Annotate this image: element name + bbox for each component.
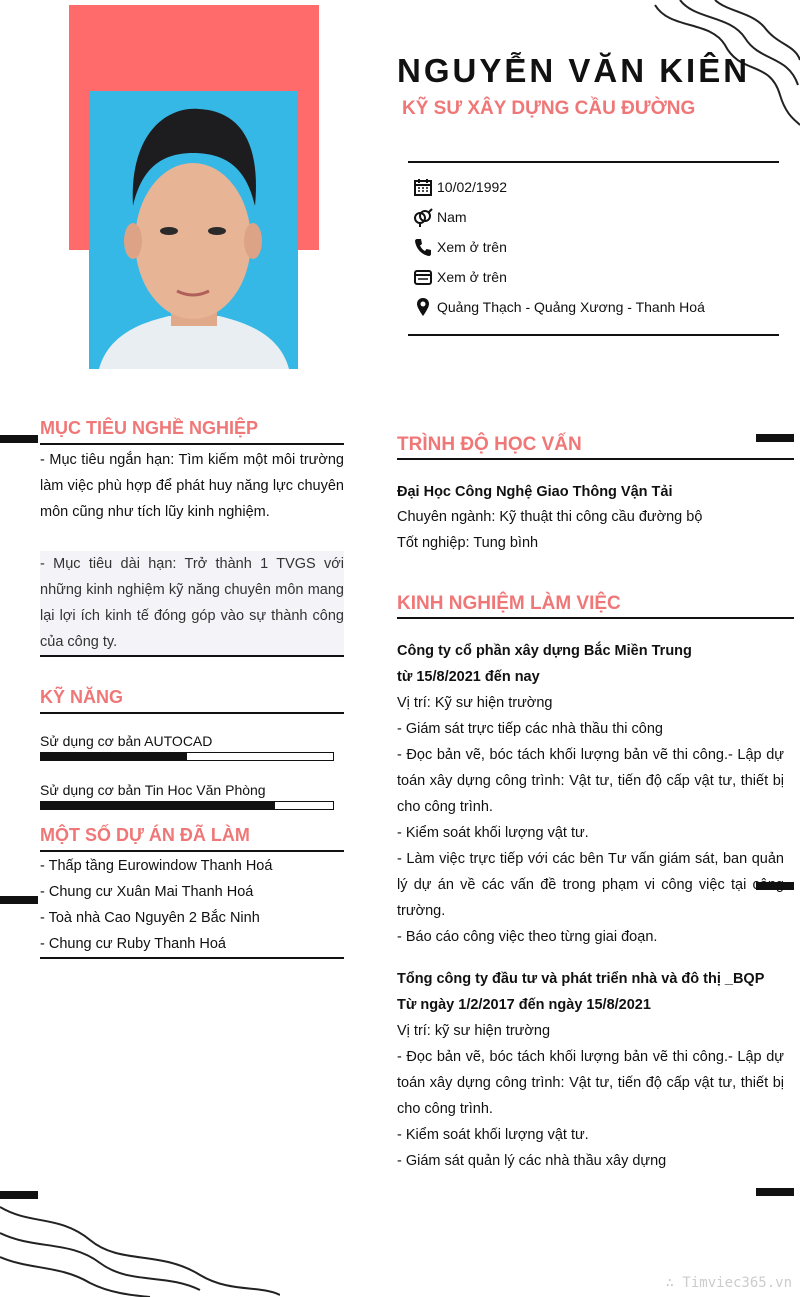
objective-divider [40,443,344,445]
education-divider [397,458,794,460]
objective-long-term: - Mục tiêu dài hạn: Trở thành 1 TVGS với những kinh nghiệm kỹ năng chuyên môn mang lại lợi ích kinh tế đóng góp vào sự thành công của công ty. [40,551,344,655]
job-period: Từ ngày 1/2/2017 đến ngày 15/8/2021 [397,997,651,1013]
skill-bar [40,801,334,810]
decor-dash [0,896,38,904]
job-duty: - Đọc bản vẽ, bóc tách khối lượng bản vẽ thi công.- Lập dự toán xây dựng công trình: Vật tư, tiến độ cấp vật tư, thiết bị cho công trình. [397,747,784,815]
education-school: Đại Học Công Nghệ Giao Thông Vận Tải [397,484,673,500]
job-duty: - Kiểm soát khối lượng vật tư. [397,1127,589,1143]
job-duty: - Giám sát quản lý các nhà thầu xây dựng [397,1153,667,1169]
gender-text: Nam [437,209,467,225]
objective-title: MỤC TIÊU NGHỀ NGHIỆP [40,418,259,438]
info-top-divider [408,161,779,163]
email-icon [413,267,433,287]
birthday-text: 10/02/1992 [437,179,508,195]
candidate-name: NGUYỄN VĂN KIÊN [397,52,751,89]
objective-short-term: - Mục tiêu ngắn hạn: Tìm kiếm một môi trường làm việc phù hợp để phát huy năng lực chuyên môn cũng như tích lũy kinh nghiệm. [40,452,344,520]
project-item: - Chung cư Ruby Thanh Hoá [40,936,226,952]
job-duty: - Làm việc trực tiếp với các bên Tư vấn giám sát, ban quản lý dự án về các vấn đề trong phạm vi công việc tại công trường. [397,851,784,919]
projects-divider [40,850,344,852]
phone-text: Xem ở trên [437,239,507,255]
skill-bar-fill [41,802,275,809]
skill-label: Sử dụng cơ bản AUTOCAD [40,733,213,749]
skill-bar [40,752,334,761]
project-item: - Toà nhà Cao Nguyên 2 Bắc Ninh [40,910,260,926]
info-bottom-divider [408,334,779,336]
job-duty: - Giám sát trực tiếp các nhà thầu thi công [397,721,663,737]
job-entry [397,966,784,1174]
decor-dash [0,1191,38,1199]
job-duty: - Đọc bản vẽ, bóc tách khối lượng bản vẽ thi công.- Lập dự toán xây dựng công trình: Vật tư, tiến độ cấp vật tư, thiết bị cho công trình. [397,1049,784,1117]
info-birthday [413,176,507,198]
job-position: Vị trí: kỹ sư hiện trường [397,1023,551,1039]
decor-dash [756,1188,794,1196]
projects-bottom-divider [40,957,344,959]
decor-wave-bottom-left [0,1195,280,1297]
location-pin-icon [413,297,433,317]
email-text: Xem ở trên [437,269,507,285]
info-gender [413,206,467,228]
skill-label: Sử dụng cơ bản Tin Hoc Văn Phòng [40,782,266,798]
address-text: Quảng Thạch - Quảng Xương - Thanh Hoá [437,299,705,315]
skill-bar-fill [41,753,187,760]
phone-icon [413,237,433,257]
project-item: - Thấp tầng Eurowindow Thanh Hoá [40,858,273,874]
objective-bottom-divider [40,655,344,657]
education-grade: Tốt nghiệp: Tung bình [397,535,539,551]
job-duty: - Báo cáo công việc theo từng giai đoạn. [397,929,658,945]
info-email [413,266,507,288]
projects-title: MỘT SỐ DỰ ÁN ĐÃ LÀM [40,825,250,845]
experience-divider [397,617,794,619]
decor-dash [0,435,38,443]
job-duty: - Kiểm soát khối lượng vật tư. [397,825,589,841]
skills-title: KỸ NĂNG [40,687,124,707]
calendar-icon [413,177,433,197]
gender-icon [413,207,433,227]
job-period: từ 15/8/2021 đến nay [397,669,540,685]
watermark: ∴ Timviec365.vn [665,1275,792,1291]
job-entry [397,638,784,950]
profile-photo [89,91,298,369]
decor-dash [756,434,794,442]
skills-divider [40,712,344,714]
candidate-role: KỸ SƯ XÂY DỰNG CẦU ĐƯỜNG [402,98,696,119]
education-major: Chuyên ngành: Kỹ thuật thi công cầu đường bộ [397,509,703,525]
info-phone [413,236,507,258]
project-item: - Chung cư Xuân Mai Thanh Hoá [40,884,254,900]
education-title: TRÌNH ĐỘ HỌC VẤN [397,434,582,455]
job-company: Tổng công ty đầu tư và phát triển nhà và đô thị _BQP [397,971,765,987]
job-company: Công ty cổ phần xây dựng Bắc Miền Trung [397,643,692,659]
info-address [413,296,705,318]
experience-title: KINH NGHIỆM LÀM VIỆC [397,593,621,614]
job-position: Vị trí: Kỹ sư hiện trường [397,695,553,711]
